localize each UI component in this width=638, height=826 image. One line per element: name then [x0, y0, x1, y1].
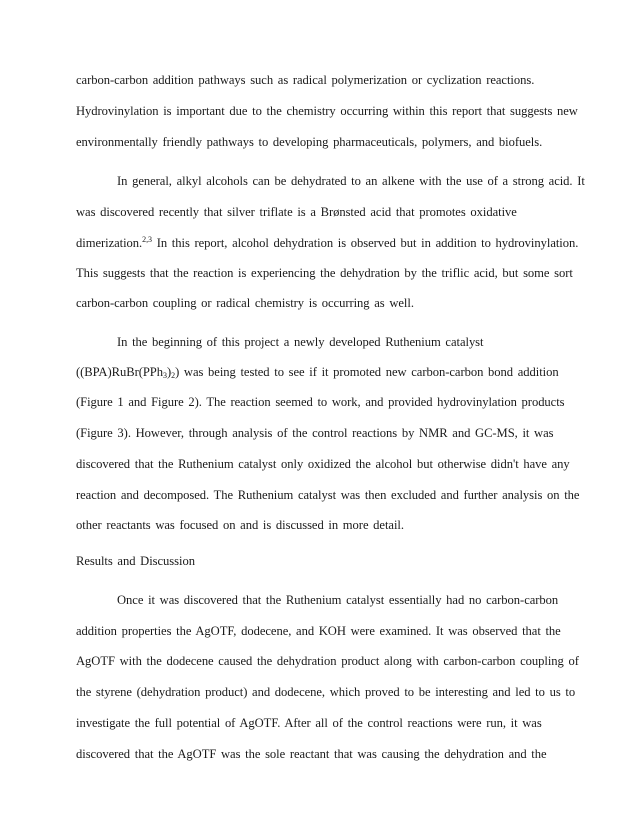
section-heading-text: Results and Discussion	[76, 554, 195, 568]
text-run: carbon-carbon addition pathways such as radical polymerization or cyclization reactions.	[76, 73, 535, 87]
text-run: In general, alkyl alcohols can be dehydrated to an alkene with the use of a strong acid. It	[117, 174, 585, 188]
text-line	[76, 425, 554, 441]
text-run: addition properties the AgOTF, dodecene, and KOH were examined. It was observed that the	[76, 624, 561, 638]
paragraph-start-line	[117, 592, 558, 608]
text-run: )	[166, 365, 172, 379]
text-run: This suggests that the reaction is experiencing the dehydration by the triflic acid, but some sort	[76, 266, 573, 280]
text-run: dimerization.	[76, 236, 143, 250]
text-line	[76, 235, 578, 251]
text-run: investigate the full potential of AgOTF. After all of the control reactions were run, it was	[76, 716, 542, 730]
text-line	[76, 746, 547, 762]
text-line	[76, 265, 573, 281]
text-run: the styrene (dehydration product) and dodecene, which proved to be interesting and led to us to	[76, 685, 576, 699]
text-run: discovered that the AgOTF was the sole reactant that was causing the dehydration and the	[76, 747, 547, 761]
text-run: was discovered recently that silver triflate is a Brønsted acid that promotes oxidative	[76, 205, 517, 219]
text-line	[76, 103, 578, 119]
text-run: ((BPA)RuBr(PPh	[76, 365, 164, 379]
text-run: (Figure 1 and Figure 2). The reaction seemed to work, and provided hydrovinylation products	[76, 395, 565, 409]
subscript: 3	[163, 371, 167, 380]
text-run: In this report, alcohol dehydration is observed but in addition to hydrovinylation.	[152, 236, 579, 250]
text-run: carbon-carbon coupling or radical chemistry is occurring as well.	[76, 296, 414, 310]
text-line	[76, 487, 579, 503]
text-line	[76, 623, 561, 639]
text-line	[76, 517, 404, 533]
text-run: discovered that the Ruthenium catalyst only oxidized the alcohol but otherwise didn't have any	[76, 457, 570, 471]
text-line	[76, 684, 575, 700]
text-run: reaction and decomposed. The Ruthenium catalyst was then excluded and further analysis on the	[76, 488, 580, 502]
text-line	[76, 72, 534, 88]
citation-superscript: 2,3	[142, 235, 153, 244]
text-line	[76, 204, 517, 220]
paragraph-start-line	[117, 334, 484, 350]
text-run: Hydrovinylation is important due to the chemistry occurring within this report that suggests new	[76, 104, 578, 118]
text-line	[76, 653, 579, 669]
text-line	[76, 364, 559, 380]
text-run: ) was being tested to see if it promoted new carbon-carbon bond addition	[175, 365, 559, 379]
text-run: other reactants was focused on and is discussed in more detail.	[76, 518, 404, 532]
text-line	[76, 715, 542, 731]
text-line	[76, 134, 542, 150]
paragraph-start-line	[117, 173, 585, 189]
text-run: In the beginning of this project a newly developed Ruthenium catalyst	[117, 335, 484, 349]
text-line	[76, 394, 565, 410]
text-run: Once it was discovered that the Ruthenium catalyst essentially had no carbon-carbon	[117, 593, 559, 607]
text-line	[76, 295, 414, 311]
section-heading	[76, 553, 195, 569]
text-line	[76, 456, 570, 472]
text-run: (Figure 3). However, through analysis of the control reactions by NMR and GC-MS, it was	[76, 426, 554, 440]
text-run: environmentally friendly pathways to developing pharmaceuticals, polymers, and biofuels.	[76, 135, 543, 149]
subscript: 2	[171, 371, 176, 380]
text-run: AgOTF with the dodecene caused the dehydration product along with carbon-carbon coupling of	[76, 654, 579, 668]
